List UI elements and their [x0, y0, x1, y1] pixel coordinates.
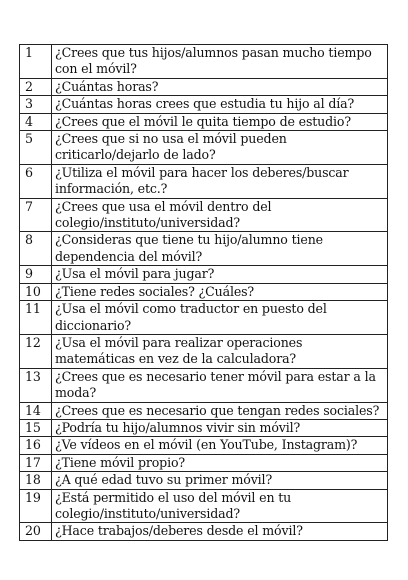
table-row	[20, 472, 388, 489]
question-number: 8	[20, 232, 52, 266]
table-row	[20, 454, 388, 471]
question-text: ¿Utiliza el móvil para hacer los deberes/buscar información, etc.?	[52, 164, 388, 198]
table-row	[20, 78, 388, 95]
question-number: 6	[20, 164, 52, 198]
question-text: ¿Tiene móvil propio?	[52, 454, 388, 471]
table-row	[20, 45, 388, 79]
question-text: ¿Crees que es necesario que tengan redes sociales?	[52, 402, 388, 419]
table-row	[20, 96, 388, 113]
question-text: ¿Podría tu hijo/alumnos vivir sin móvil?	[52, 419, 388, 436]
question-text: ¿Crees que el móvil le quita tiempo de estudio?	[52, 113, 388, 130]
questionnaire-page	[19, 44, 388, 541]
table-row	[20, 232, 388, 266]
questionnaire-body	[20, 45, 388, 541]
question-text: ¿Crees que usa el móvil dentro del colegio/instituto/universidad?	[52, 198, 388, 232]
question-text: ¿Cuántas horas?	[52, 78, 388, 95]
question-text: ¿Hace trabajos/deberes desde el móvil?	[52, 523, 388, 540]
question-number: 12	[20, 334, 52, 368]
question-number: 20	[20, 523, 52, 540]
question-text: ¿Consideras que tiene tu hijo/alumno tiene dependencia del móvil?	[52, 232, 388, 266]
question-text: ¿Está permitido el uso del móvil en tu colegio/instituto/universidad?	[52, 489, 388, 523]
table-row	[20, 283, 388, 300]
question-number: 11	[20, 301, 52, 335]
question-text: ¿A qué edad tuvo su primer móvil?	[52, 472, 388, 489]
question-text: ¿Usa el móvil para realizar operaciones matemáticas en vez de la calculadora?	[52, 334, 388, 368]
question-number: 10	[20, 283, 52, 300]
question-number: 17	[20, 454, 52, 471]
question-number: 15	[20, 419, 52, 436]
question-number: 18	[20, 472, 52, 489]
table-row	[20, 334, 388, 368]
question-number: 16	[20, 437, 52, 454]
question-number: 4	[20, 113, 52, 130]
table-row	[20, 131, 388, 165]
question-text: ¿Usa el móvil como traductor en puesto del diccionario?	[52, 301, 388, 335]
question-number: 9	[20, 266, 52, 283]
question-text: ¿Crees que es necesario tener móvil para estar a la moda?	[52, 368, 388, 402]
question-number: 13	[20, 368, 52, 402]
table-row	[20, 368, 388, 402]
table-row	[20, 489, 388, 523]
question-number: 3	[20, 96, 52, 113]
question-text: ¿Tiene redes sociales? ¿Cuáles?	[52, 283, 388, 300]
question-number: 1	[20, 45, 52, 79]
question-text: ¿Usa el móvil para jugar?	[52, 266, 388, 283]
question-text: ¿Cuántas horas crees que estudia tu hijo al día?	[52, 96, 388, 113]
question-number: 5	[20, 131, 52, 165]
table-row	[20, 402, 388, 419]
question-text: ¿Crees que si no usa el móvil pueden criticarlo/dejarlo de lado?	[52, 131, 388, 165]
table-row	[20, 164, 388, 198]
table-row	[20, 301, 388, 335]
question-text: ¿Crees que tus hijos/alumnos pasan mucho tiempo con el móvil?	[52, 45, 388, 79]
table-row	[20, 437, 388, 454]
table-row	[20, 419, 388, 436]
table-row	[20, 198, 388, 232]
table-row	[20, 113, 388, 130]
question-text: ¿Ve vídeos en el móvil (en YouTube, Instagram)?	[52, 437, 388, 454]
question-number: 7	[20, 198, 52, 232]
table-row	[20, 266, 388, 283]
question-number: 14	[20, 402, 52, 419]
question-number: 19	[20, 489, 52, 523]
question-number: 2	[20, 78, 52, 95]
questionnaire-table	[19, 44, 388, 541]
table-row	[20, 523, 388, 540]
